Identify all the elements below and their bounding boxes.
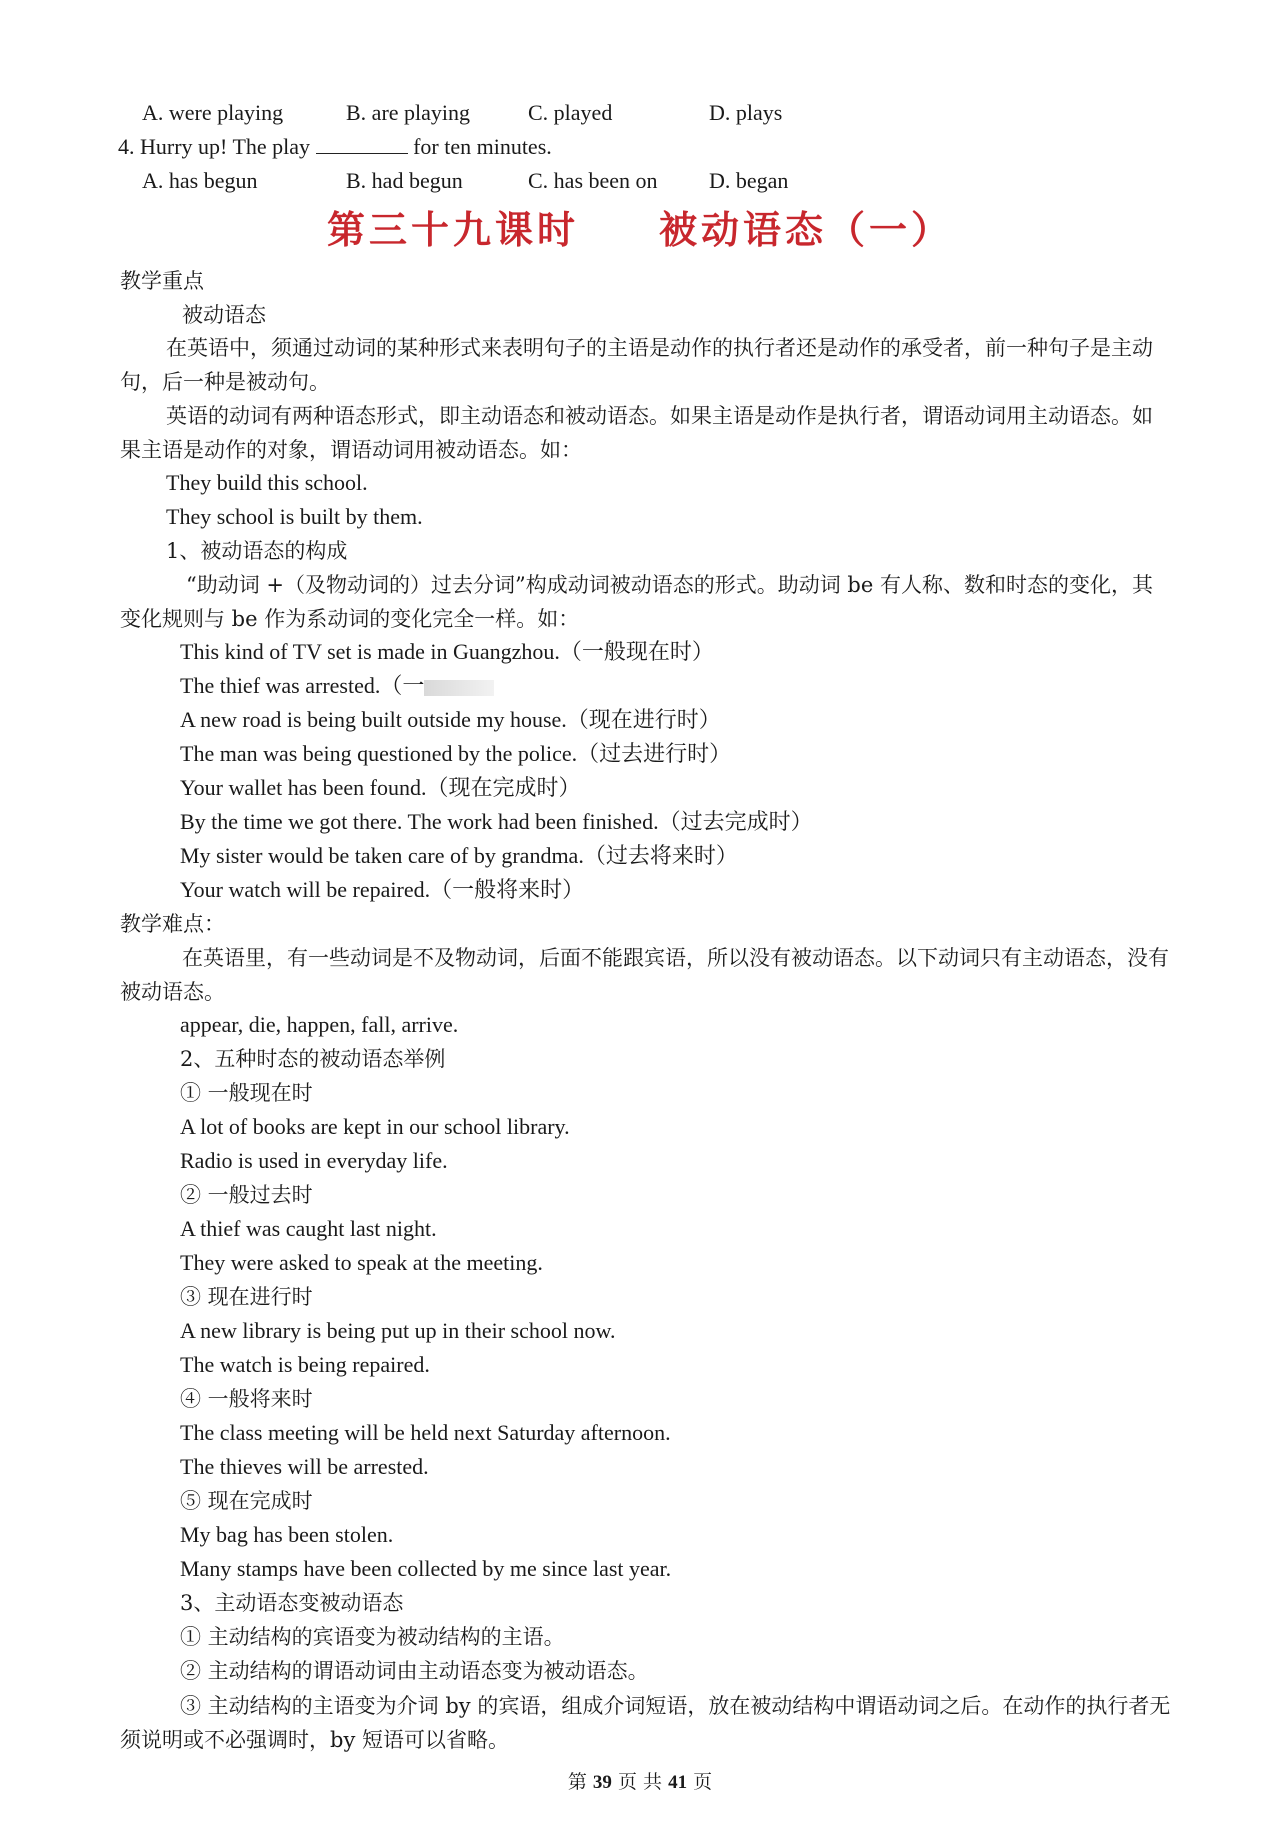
tense-heading: ③ 现在进行时 bbox=[180, 1285, 313, 1309]
answer-blank bbox=[316, 135, 408, 154]
example-sentence: A new road is being built outside my house.（现在进行时） bbox=[180, 707, 721, 732]
lesson-title-right: 被动语态（一） bbox=[659, 207, 954, 252]
example-sentence: The man was being questioned by the police.（过去进行时） bbox=[180, 741, 732, 766]
example-sentence: This kind of TV set is made in Guangzhou.（一般现在时） bbox=[180, 639, 714, 664]
page-number: 39 bbox=[592, 1772, 612, 1793]
example-sentence bbox=[180, 671, 494, 701]
example-sentence: Your wallet has been found.（现在完成时） bbox=[180, 775, 581, 800]
question4-stem-before: 4. Hurry up! The play bbox=[118, 134, 311, 159]
section3-heading: 3、主动语态变被动语态 bbox=[180, 1591, 404, 1615]
rule-item: ③ 主动结构的主语变为介词 by 的宾语，组成介词短语，放在被动结构中谓语动词之后。在动作的执行者无须说明或不必强调时，by 短语可以省略。 bbox=[120, 1694, 1171, 1752]
example-sentence: My bag has been stolen. bbox=[180, 1522, 394, 1547]
question4-stem bbox=[118, 132, 552, 162]
tense-heading: ② 一般过去时 bbox=[180, 1183, 313, 1207]
section2-heading: 2、五种时态的被动语态举例 bbox=[180, 1047, 446, 1071]
option-b: B. are playing bbox=[346, 100, 471, 125]
option-a: A. has begun bbox=[142, 168, 258, 193]
example-sentence: By the time we got there. The work had been finished.（过去完成时） bbox=[180, 809, 813, 834]
intransitive-verbs: appear, die, happen, fall, arrive. bbox=[180, 1012, 459, 1037]
example-sentence: A thief was caught last night. bbox=[180, 1216, 437, 1241]
tense-heading: ④ 一般将来时 bbox=[180, 1387, 313, 1411]
footer-suffix: 页 bbox=[693, 1771, 713, 1793]
example-sentence: They school is built by them. bbox=[166, 504, 423, 529]
difficulty-heading: 教学难点： bbox=[120, 912, 225, 936]
footer-prefix: 第 bbox=[567, 1771, 587, 1793]
example-sentence: The watch is being repaired. bbox=[180, 1352, 430, 1377]
example-sentence: Radio is used in everyday life. bbox=[180, 1148, 448, 1173]
example-sentence: Many stamps have been collected by me since last year. bbox=[180, 1556, 672, 1581]
footer-middle: 页 共 bbox=[617, 1771, 663, 1793]
option-c: C. played bbox=[528, 100, 613, 125]
example-sentence: The class meeting will be held next Saturday afternoon. bbox=[180, 1420, 671, 1445]
rule-item: ② 主动结构的谓语动词由主动语态变为被动语态。 bbox=[180, 1659, 649, 1683]
lesson-title bbox=[0, 206, 1280, 254]
tense-heading: ⑤ 现在完成时 bbox=[180, 1489, 313, 1513]
tense-heading: ① 一般现在时 bbox=[180, 1081, 313, 1105]
rule-item: ① 主动结构的宾语变为被动结构的主语。 bbox=[180, 1625, 565, 1649]
example-sentence: My sister would be taken care of by grandma.（过去将来时） bbox=[180, 843, 738, 868]
option-d: D. began bbox=[709, 168, 789, 193]
example-sentence: They build this school. bbox=[166, 470, 368, 495]
blurred-region bbox=[424, 680, 494, 696]
example-sentence-text: The thief was arrested.（一 bbox=[180, 673, 425, 698]
focus-subheading: 被动语态 bbox=[182, 303, 266, 327]
focus-heading: 教学重点 bbox=[120, 269, 204, 293]
option-c: C. has been on bbox=[528, 168, 658, 193]
option-d: D. plays bbox=[709, 100, 783, 125]
option-a: A. were playing bbox=[142, 100, 284, 125]
focus-paragraph-1: 在英语中，须通过动词的某种形式来表明句子的主语是动作的执行者还是动作的承受者，前一种句子是主动句，后一种是被动句。 bbox=[120, 336, 1153, 394]
example-sentence: A lot of books are kept in our school library. bbox=[180, 1114, 570, 1139]
difficulty-paragraph: 在英语里，有一些动词是不及物动词，后面不能跟宾语，所以没有被动语态。以下动词只有主动语态，没有被动语态。 bbox=[120, 946, 1169, 1004]
section1-paragraph: “助动词 +（及物动词的）过去分词”构成动词被动语态的形式。助动词 be 有人称、数和时态的变化，其变化规则与 be 作为系动词的变化完全一样。如： bbox=[120, 573, 1153, 631]
page-footer bbox=[0, 1768, 1280, 1797]
question4-stem-after: for ten minutes. bbox=[413, 134, 552, 159]
example-sentence: The thieves will be arrested. bbox=[180, 1454, 429, 1479]
lesson-title-left: 第三十九课时 bbox=[326, 207, 579, 252]
example-sentence: Your watch will be repaired.（一般将来时） bbox=[180, 877, 585, 902]
example-sentence: A new library is being put up in their school now. bbox=[180, 1318, 616, 1343]
example-sentence: They were asked to speak at the meeting. bbox=[180, 1250, 543, 1275]
option-b: B. had begun bbox=[346, 168, 463, 193]
total-pages: 41 bbox=[668, 1772, 688, 1793]
section1-heading: 1、被动语态的构成 bbox=[166, 539, 348, 563]
focus-paragraph-2: 英语的动词有两种语态形式，即主动语态和被动语态。如果主语是动作是执行者，谓语动词用主动语态。如果主语是动作的对象，谓语动词用被动语态。如： bbox=[120, 404, 1153, 462]
